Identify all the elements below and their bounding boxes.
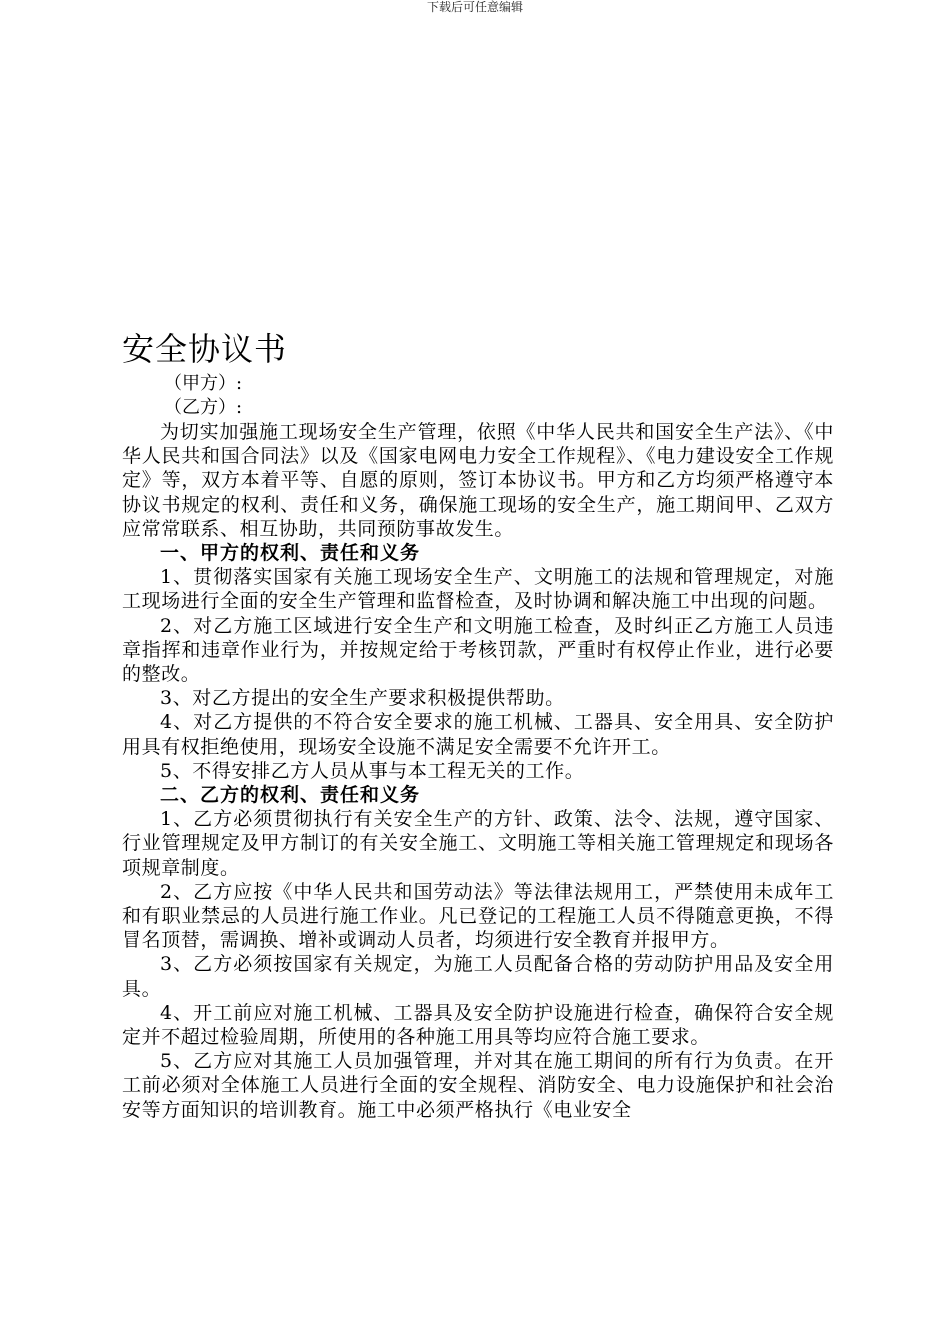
list-item: 4、对乙方提供的不符合安全要求的施工机械、工器具、安全用具、安全防护用具有权拒绝使用，现场安全设施不满足安全需要不允许开工。 [122, 711, 834, 758]
list-item: 4、开工前应对施工机械、工器具及安全防护设施进行检查，确保符合安全规定并不超过检验周期，所使用的各种施工用具等均应符合施工要求。 [122, 1001, 834, 1049]
party-a-label: （甲方）: [164, 373, 243, 394]
list-item: 3、乙方必须按国家有关规定，为施工人员配备合格的劳动防护用品及安全用具。 [122, 953, 834, 1000]
section-heading-party-b: 二、乙方的权利、责任和义务 [160, 784, 421, 807]
party-b-label: （乙方）: [164, 397, 243, 418]
list-item: 2、乙方应按《中华人民共和国劳动法》等法律法规用工，严禁使用未成年工和有职业禁忌的人员进行施工作业。凡已登记的工程施工人员不得随意更换，不得冒名顶替，需调换、增补或调动人员者，均须进行安全教育并报甲方。 [122, 880, 834, 952]
document-body [122, 330, 834, 1122]
list-item: 3、对乙方提出的安全生产要求积极提供帮助。 [160, 687, 565, 710]
page-header: 下载后可任意编辑 [426, 0, 523, 14]
list-item: 1、乙方必须贯彻执行有关安全生产的方针、政策、法令、法规，遵守国家、行业管理规定及甲方制订的有关安全施工、文明施工等相关施工管理规定和现场各项规章制度。 [122, 808, 834, 879]
document-title: 安全协议书 [122, 330, 288, 368]
intro-paragraph: 为切实加强施工现场安全生产管理，依照《中华人民共和国安全生产法》、《中华人民共和国合同法》以及《国家电网电力安全工作规程》、《电力建设安全工作规定》等，双方本着平等、自愿的原则，签订本协议书。甲方和乙方均须严格遵守本协议书规定的权利、责任和义务，确保施工现场的安全生产，施工期间甲、乙双方应常常联系、相互协助，共同预防事故发生。 [122, 421, 834, 540]
list-item: 5、不得安排乙方人员从事与本工程无关的工作。 [160, 759, 585, 782]
list-item: 1、贯彻落实国家有关施工现场安全生产、文明施工的法规和管理规定，对施工现场进行全面的安全生产管理和监督检查，及时协调和解决施工中出现的问题。 [122, 566, 834, 613]
list-item: 5、乙方应对其施工人员加强管理，并对其在施工期间的所有行为负责。在开工前必须对全体施工人员进行全面的安全规程、消防安全、电力设施保护和社会治安等方面知识的培训教育。施工中必须严格执行《电业安全 [122, 1050, 834, 1121]
section-heading-party-a: 一、甲方的权利、责任和义务 [160, 542, 421, 565]
list-item: 2、对乙方施工区域进行安全生产和文明施工检查，及时纠正乙方施工人员违章指挥和违章作业行为，并按规定给于考核罚款，严重时有权停止作业，进行必要的整改。 [122, 614, 834, 686]
